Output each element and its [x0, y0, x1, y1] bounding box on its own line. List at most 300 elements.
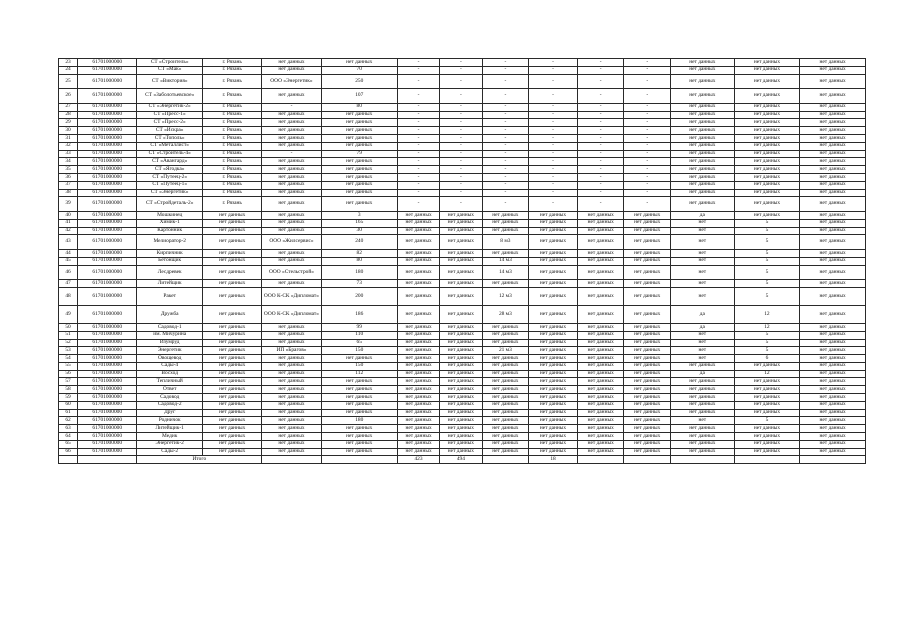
- organization-cell: нет данных: [262, 448, 321, 456]
- partnership-name-cell: СТ «Металлист»: [137, 142, 203, 150]
- quantity-cell: 180: [321, 417, 397, 425]
- value-col-8-cell: -: [440, 166, 482, 174]
- value-col-12-cell: -: [624, 197, 671, 212]
- value-col-15-cell: нет данных: [800, 386, 866, 394]
- value-col-12-cell: нет данных: [624, 440, 671, 448]
- value-col-15-cell: нет данных: [800, 189, 866, 197]
- value-col-11-cell: -: [577, 150, 624, 158]
- location-cell: нет данных: [203, 409, 262, 417]
- partnership-name-cell: Тепличный: [137, 378, 203, 386]
- value-col-9-cell: -: [482, 89, 529, 104]
- value-col-7-cell: -: [397, 103, 439, 111]
- value-col-14-cell: нет данных: [734, 448, 800, 456]
- table-row: [59, 448, 866, 456]
- quantity-cell: 99: [321, 323, 397, 331]
- row-number-cell: 45: [59, 257, 78, 265]
- organization-cell: нет данных: [262, 173, 321, 181]
- value-col-11-cell: -: [577, 158, 624, 166]
- value-col-12-cell: нет данных: [624, 355, 671, 363]
- location-cell: г. Рязань: [203, 158, 262, 166]
- value-col-15-cell: нет данных: [800, 370, 866, 378]
- value-col-13-cell: нет: [671, 331, 735, 339]
- value-col-10-cell: нет данных: [529, 265, 578, 280]
- partnership-name-cell: Бетонщик: [137, 257, 203, 265]
- row-number-cell: 35: [59, 166, 78, 174]
- partnership-name-cell: Кирпичник: [137, 249, 203, 257]
- value-col-13-cell: нет данных: [671, 59, 735, 67]
- partnership-name-cell: Ракет: [137, 287, 203, 305]
- value-col-8-cell: нет данных: [440, 227, 482, 235]
- row-number-cell: 28: [59, 111, 78, 119]
- value-col-7-cell: нет данных: [397, 362, 439, 370]
- partnership-name-cell: СТ «Заболотьевское»: [137, 89, 203, 104]
- code-cell: 61701000000: [78, 235, 137, 250]
- value-col-8-cell: нет данных: [440, 339, 482, 347]
- organization-cell: нет данных: [262, 158, 321, 166]
- value-col-14-cell: нет данных: [734, 433, 800, 441]
- code-cell: 61701000000: [78, 362, 137, 370]
- organization-cell: нет данных: [262, 440, 321, 448]
- value-col-9-cell: нет данных: [482, 401, 529, 409]
- value-col-11-cell: -: [577, 119, 624, 127]
- quantity-cell: нет данных: [321, 181, 397, 189]
- value-col-14-cell: нет данных: [734, 181, 800, 189]
- table-row: [59, 235, 866, 250]
- value-col-15-cell: нет данных: [800, 323, 866, 331]
- code-cell: 61701000000: [78, 401, 137, 409]
- partnership-name-cell: Литейщик: [137, 280, 203, 288]
- value-col-13-cell: нет данных: [671, 66, 735, 74]
- code-cell: 61701000000: [78, 166, 137, 174]
- value-col-7-cell: -: [397, 173, 439, 181]
- value-col-11-cell: нет данных: [577, 386, 624, 394]
- value-col-9-cell: -: [482, 166, 529, 174]
- value-col-14-cell: 12: [734, 305, 800, 323]
- value-col-14-cell: нет данных: [734, 134, 800, 142]
- organization-cell: нет данных: [262, 166, 321, 174]
- partnership-name-cell: СТ «Авангард»: [137, 158, 203, 166]
- row-number-cell: 47: [59, 280, 78, 288]
- value-col-13-cell: нет: [671, 219, 735, 227]
- location-cell: г. Рязань: [203, 119, 262, 127]
- organization-cell: нет данных: [262, 211, 321, 219]
- organization-cell: нет данных: [262, 433, 321, 441]
- value-col-15-cell: нет данных: [800, 134, 866, 142]
- row-number-cell: 56: [59, 370, 78, 378]
- value-col-8-cell: нет данных: [440, 362, 482, 370]
- location-cell: нет данных: [203, 440, 262, 448]
- value-col-11-cell: -: [577, 59, 624, 67]
- row-number-cell: 42: [59, 227, 78, 235]
- code-cell: 61701000000: [78, 323, 137, 331]
- value-col-14-cell: нет данных: [734, 378, 800, 386]
- value-col-13-cell: нет данных: [671, 134, 735, 142]
- row-number-cell: 60: [59, 401, 78, 409]
- row-number-cell: 34: [59, 158, 78, 166]
- value-col-8-cell: нет данных: [440, 287, 482, 305]
- quantity-cell: нет данных: [321, 119, 397, 127]
- value-col-8-cell: нет данных: [440, 305, 482, 323]
- partnership-name-cell: СТ «Строитель»: [137, 59, 203, 67]
- row-number-cell: 59: [59, 394, 78, 402]
- value-col-13-cell: нет данных: [671, 166, 735, 174]
- value-col-9-cell: нет данных: [482, 386, 529, 394]
- value-col-14-cell: нет данных: [734, 158, 800, 166]
- value-col-9-cell: -: [482, 142, 529, 150]
- total-blank-cell: [482, 456, 529, 464]
- value-col-10-cell: нет данных: [529, 235, 578, 250]
- table-row: [59, 378, 866, 386]
- organization-cell: нет данных: [262, 134, 321, 142]
- value-col-8-cell: -: [440, 173, 482, 181]
- row-number-cell: 48: [59, 287, 78, 305]
- partnership-name-cell: Энергетик: [137, 347, 203, 355]
- code-cell: 61701000000: [78, 181, 137, 189]
- value-col-7-cell: нет данных: [397, 323, 439, 331]
- value-col-8-cell: нет данных: [440, 433, 482, 441]
- value-col-14-cell: нет данных: [734, 362, 800, 370]
- value-col-12-cell: -: [624, 119, 671, 127]
- value-col-9-cell: -: [482, 59, 529, 67]
- quantity-cell: нет данных: [321, 173, 397, 181]
- value-col-10-cell: нет данных: [529, 339, 578, 347]
- value-col-9-cell: нет данных: [482, 227, 529, 235]
- value-col-11-cell: -: [577, 127, 624, 135]
- value-col-13-cell: нет: [671, 287, 735, 305]
- value-col-13-cell: нет данных: [671, 378, 735, 386]
- quantity-cell: нет данных: [321, 197, 397, 212]
- value-col-11-cell: нет данных: [577, 417, 624, 425]
- value-col-12-cell: нет данных: [624, 305, 671, 323]
- code-cell: 61701000000: [78, 287, 137, 305]
- value-col-9-cell: нет данных: [482, 323, 529, 331]
- value-col-11-cell: нет данных: [577, 394, 624, 402]
- value-col-9-cell: -: [482, 127, 529, 135]
- row-number-cell: 31: [59, 134, 78, 142]
- partnership-name-cell: Литейщик-1: [137, 425, 203, 433]
- value-col-8-cell: -: [440, 89, 482, 104]
- value-col-10-cell: -: [529, 119, 578, 127]
- code-cell: 61701000000: [78, 89, 137, 104]
- value-col-12-cell: нет данных: [624, 235, 671, 250]
- value-col-15-cell: нет данных: [800, 409, 866, 417]
- organization-cell: нет данных: [262, 425, 321, 433]
- quantity-cell: 186: [321, 305, 397, 323]
- value-col-13-cell: нет данных: [671, 103, 735, 111]
- value-col-14-cell: нет данных: [734, 425, 800, 433]
- organization-cell: нет данных: [262, 401, 321, 409]
- row-number-cell: 65: [59, 440, 78, 448]
- value-col-12-cell: нет данных: [624, 257, 671, 265]
- value-col-8-cell: нет данных: [440, 378, 482, 386]
- value-col-13-cell: да: [671, 323, 735, 331]
- value-col-12-cell: -: [624, 158, 671, 166]
- table-row: [59, 66, 866, 74]
- value-col-15-cell: нет данных: [800, 305, 866, 323]
- table-row: [59, 331, 866, 339]
- code-cell: 61701000000: [78, 280, 137, 288]
- value-col-14-cell: нет данных: [734, 173, 800, 181]
- value-col-7-cell: -: [397, 166, 439, 174]
- value-col-11-cell: нет данных: [577, 265, 624, 280]
- value-col-7-cell: нет данных: [397, 249, 439, 257]
- value-col-13-cell: нет данных: [671, 448, 735, 456]
- value-col-10-cell: -: [529, 142, 578, 150]
- value-col-8-cell: -: [440, 103, 482, 111]
- organization-cell: нет данных: [262, 197, 321, 212]
- table-row: [59, 197, 866, 212]
- partnership-name-cell: Сады-2: [137, 448, 203, 456]
- value-col-9-cell: -: [482, 197, 529, 212]
- row-number-cell: 46: [59, 265, 78, 280]
- value-col-14-cell: 5: [734, 331, 800, 339]
- organization-cell: нет данных: [262, 181, 321, 189]
- value-col-13-cell: нет данных: [671, 189, 735, 197]
- code-cell: 61701000000: [78, 394, 137, 402]
- value-col-11-cell: нет данных: [577, 378, 624, 386]
- value-col-14-cell: нет данных: [734, 409, 800, 417]
- value-col-7-cell: -: [397, 74, 439, 89]
- value-col-7-cell: -: [397, 197, 439, 212]
- location-cell: г. Рязань: [203, 111, 262, 119]
- value-col-11-cell: нет данных: [577, 409, 624, 417]
- code-cell: 61701000000: [78, 249, 137, 257]
- value-col-14-cell: 5: [734, 257, 800, 265]
- quantity-cell: нет данных: [321, 394, 397, 402]
- partnership-name-cell: СТ «Виктория»: [137, 74, 203, 89]
- value-col-14-cell: 12: [734, 323, 800, 331]
- value-col-13-cell: нет: [671, 249, 735, 257]
- value-col-10-cell: -: [529, 150, 578, 158]
- data-table: [58, 58, 866, 464]
- value-col-7-cell: нет данных: [397, 394, 439, 402]
- table-row: [59, 74, 866, 89]
- value-col-10-cell: -: [529, 89, 578, 104]
- value-col-7-cell: нет данных: [397, 235, 439, 250]
- code-cell: 61701000000: [78, 211, 137, 219]
- partnership-name-cell: Мелиоратор-2: [137, 235, 203, 250]
- organization-cell: нет данных: [262, 378, 321, 386]
- quantity-cell: 80: [321, 257, 397, 265]
- value-col-7-cell: нет данных: [397, 417, 439, 425]
- table-row: [59, 440, 866, 448]
- location-cell: нет данных: [203, 386, 262, 394]
- row-number-cell: 58: [59, 386, 78, 394]
- row-number-cell: 33: [59, 150, 78, 158]
- location-cell: г. Рязань: [203, 173, 262, 181]
- value-col-12-cell: -: [624, 134, 671, 142]
- organization-cell: нет данных: [262, 89, 321, 104]
- value-col-14-cell: нет данных: [734, 66, 800, 74]
- value-col-9-cell: 14 м3: [482, 265, 529, 280]
- value-col-15-cell: нет данных: [800, 362, 866, 370]
- value-col-7-cell: нет данных: [397, 265, 439, 280]
- value-col-8-cell: нет данных: [440, 235, 482, 250]
- value-col-14-cell: 5: [734, 219, 800, 227]
- value-col-12-cell: нет данных: [624, 448, 671, 456]
- value-col-7-cell: -: [397, 150, 439, 158]
- value-col-12-cell: нет данных: [624, 362, 671, 370]
- value-col-15-cell: нет данных: [800, 173, 866, 181]
- total-blank-cell: [734, 456, 800, 464]
- value-col-7-cell: нет данных: [397, 347, 439, 355]
- value-col-10-cell: нет данных: [529, 280, 578, 288]
- value-col-15-cell: нет данных: [800, 127, 866, 135]
- code-cell: 61701000000: [78, 127, 137, 135]
- value-col-7-cell: нет данных: [397, 219, 439, 227]
- quantity-cell: 30: [321, 227, 397, 235]
- value-col-8-cell: -: [440, 197, 482, 212]
- value-col-9-cell: -: [482, 150, 529, 158]
- value-col-13-cell: нет данных: [671, 173, 735, 181]
- location-cell: нет данных: [203, 417, 262, 425]
- value-col-8-cell: нет данных: [440, 265, 482, 280]
- code-cell: 61701000000: [78, 331, 137, 339]
- partnership-name-cell: СТ «Пресс-1»: [137, 111, 203, 119]
- value-col-9-cell: нет данных: [482, 355, 529, 363]
- location-cell: г. Рязань: [203, 127, 262, 135]
- organization-cell: нет данных: [262, 59, 321, 67]
- table-row: [59, 347, 866, 355]
- code-cell: 61701000000: [78, 417, 137, 425]
- value-col-15-cell: нет данных: [800, 433, 866, 441]
- code-cell: 61701000000: [78, 425, 137, 433]
- location-cell: нет данных: [203, 433, 262, 441]
- value-col-15-cell: нет данных: [800, 227, 866, 235]
- value-col-9-cell: нет данных: [482, 211, 529, 219]
- value-col-11-cell: нет данных: [577, 440, 624, 448]
- quantity-cell: нет данных: [321, 158, 397, 166]
- value-col-15-cell: нет данных: [800, 378, 866, 386]
- value-col-15-cell: нет данных: [800, 394, 866, 402]
- value-col-15-cell: нет данных: [800, 74, 866, 89]
- row-number-cell: 27: [59, 103, 78, 111]
- row-number-cell: 23: [59, 59, 78, 67]
- row-number-cell: 37: [59, 181, 78, 189]
- quantity-cell: 110: [321, 331, 397, 339]
- value-col-8-cell: -: [440, 119, 482, 127]
- partnership-name-cell: Овощевод: [137, 355, 203, 363]
- total-blank-cell: [59, 456, 78, 464]
- value-col-15-cell: нет данных: [800, 158, 866, 166]
- value-col-7-cell: -: [397, 158, 439, 166]
- value-col-12-cell: -: [624, 103, 671, 111]
- value-col-12-cell: нет данных: [624, 323, 671, 331]
- organization-cell: нет данных: [262, 323, 321, 331]
- value-col-15-cell: нет данных: [800, 401, 866, 409]
- value-col-8-cell: нет данных: [440, 370, 482, 378]
- value-col-14-cell: 5: [734, 265, 800, 280]
- location-cell: г. Рязань: [203, 74, 262, 89]
- quantity-cell: нет данных: [321, 355, 397, 363]
- row-number-cell: 54: [59, 355, 78, 363]
- value-col-7-cell: -: [397, 127, 439, 135]
- value-col-13-cell: нет данных: [671, 394, 735, 402]
- row-number-cell: 52: [59, 339, 78, 347]
- value-col-12-cell: -: [624, 66, 671, 74]
- quantity-cell: 200: [321, 287, 397, 305]
- value-col-9-cell: нет данных: [482, 331, 529, 339]
- value-col-9-cell: 14 м3: [482, 257, 529, 265]
- value-col-14-cell: нет данных: [734, 401, 800, 409]
- value-col-13-cell: нет данных: [671, 127, 735, 135]
- total-blank-cell: [671, 456, 735, 464]
- value-col-15-cell: нет данных: [800, 142, 866, 150]
- value-col-12-cell: -: [624, 74, 671, 89]
- location-cell: г. Рязань: [203, 59, 262, 67]
- value-col-12-cell: нет данных: [624, 249, 671, 257]
- location-cell: нет данных: [203, 235, 262, 250]
- organization-cell: ООО «Стельстрой»: [262, 265, 321, 280]
- partnership-name-cell: СТ «Искра»: [137, 127, 203, 135]
- value-col-8-cell: -: [440, 158, 482, 166]
- organization-cell: нет данных: [262, 219, 321, 227]
- value-col-14-cell: нет данных: [734, 89, 800, 104]
- value-col-11-cell: нет данных: [577, 339, 624, 347]
- value-col-11-cell: -: [577, 66, 624, 74]
- value-col-10-cell: -: [529, 158, 578, 166]
- value-col-10-cell: нет данных: [529, 409, 578, 417]
- value-col-15-cell: нет данных: [800, 339, 866, 347]
- location-cell: нет данных: [203, 257, 262, 265]
- value-col-12-cell: нет данных: [624, 394, 671, 402]
- partnership-name-cell: Картонник: [137, 227, 203, 235]
- location-cell: нет данных: [203, 362, 262, 370]
- table-row: [59, 150, 866, 158]
- total-label-cell: Итого: [137, 456, 262, 464]
- value-col-10-cell: -: [529, 166, 578, 174]
- value-col-8-cell: нет данных: [440, 280, 482, 288]
- value-col-15-cell: нет данных: [800, 235, 866, 250]
- value-col-12-cell: -: [624, 189, 671, 197]
- value-col-13-cell: нет данных: [671, 158, 735, 166]
- value-col-10-cell: нет данных: [529, 305, 578, 323]
- row-number-cell: 39: [59, 197, 78, 212]
- organization-cell: нет данных: [262, 417, 321, 425]
- organization-cell: ИП «Брагов»: [262, 347, 321, 355]
- location-cell: нет данных: [203, 355, 262, 363]
- row-number-cell: 50: [59, 323, 78, 331]
- row-number-cell: 24: [59, 66, 78, 74]
- quantity-cell: нет данных: [321, 425, 397, 433]
- value-col-12-cell: -: [624, 142, 671, 150]
- value-col-10-cell: -: [529, 189, 578, 197]
- partnership-name-cell: Лесдревек: [137, 265, 203, 280]
- value-col-8-cell: нет данных: [440, 425, 482, 433]
- value-col-11-cell: -: [577, 74, 624, 89]
- partnership-name-cell: Друг: [137, 409, 203, 417]
- value-col-11-cell: нет данных: [577, 257, 624, 265]
- code-cell: 61701000000: [78, 219, 137, 227]
- value-col-9-cell: 12 м3: [482, 287, 529, 305]
- quantity-cell: нет данных: [321, 189, 397, 197]
- value-col-14-cell: нет данных: [734, 127, 800, 135]
- value-col-12-cell: -: [624, 181, 671, 189]
- code-cell: 61701000000: [78, 409, 137, 417]
- row-number-cell: 64: [59, 433, 78, 441]
- organization-cell: ООО «Энергетик»: [262, 74, 321, 89]
- table-row: [59, 401, 866, 409]
- location-cell: г. Рязань: [203, 134, 262, 142]
- location-cell: г. Рязань: [203, 166, 262, 174]
- organization-cell: нет данных: [262, 119, 321, 127]
- location-cell: г. Рязань: [203, 103, 262, 111]
- value-col-12-cell: нет данных: [624, 417, 671, 425]
- value-col-9-cell: 8 м3: [482, 235, 529, 250]
- value-col-8-cell: нет данных: [440, 331, 482, 339]
- value-col-11-cell: нет данных: [577, 401, 624, 409]
- code-cell: 61701000000: [78, 440, 137, 448]
